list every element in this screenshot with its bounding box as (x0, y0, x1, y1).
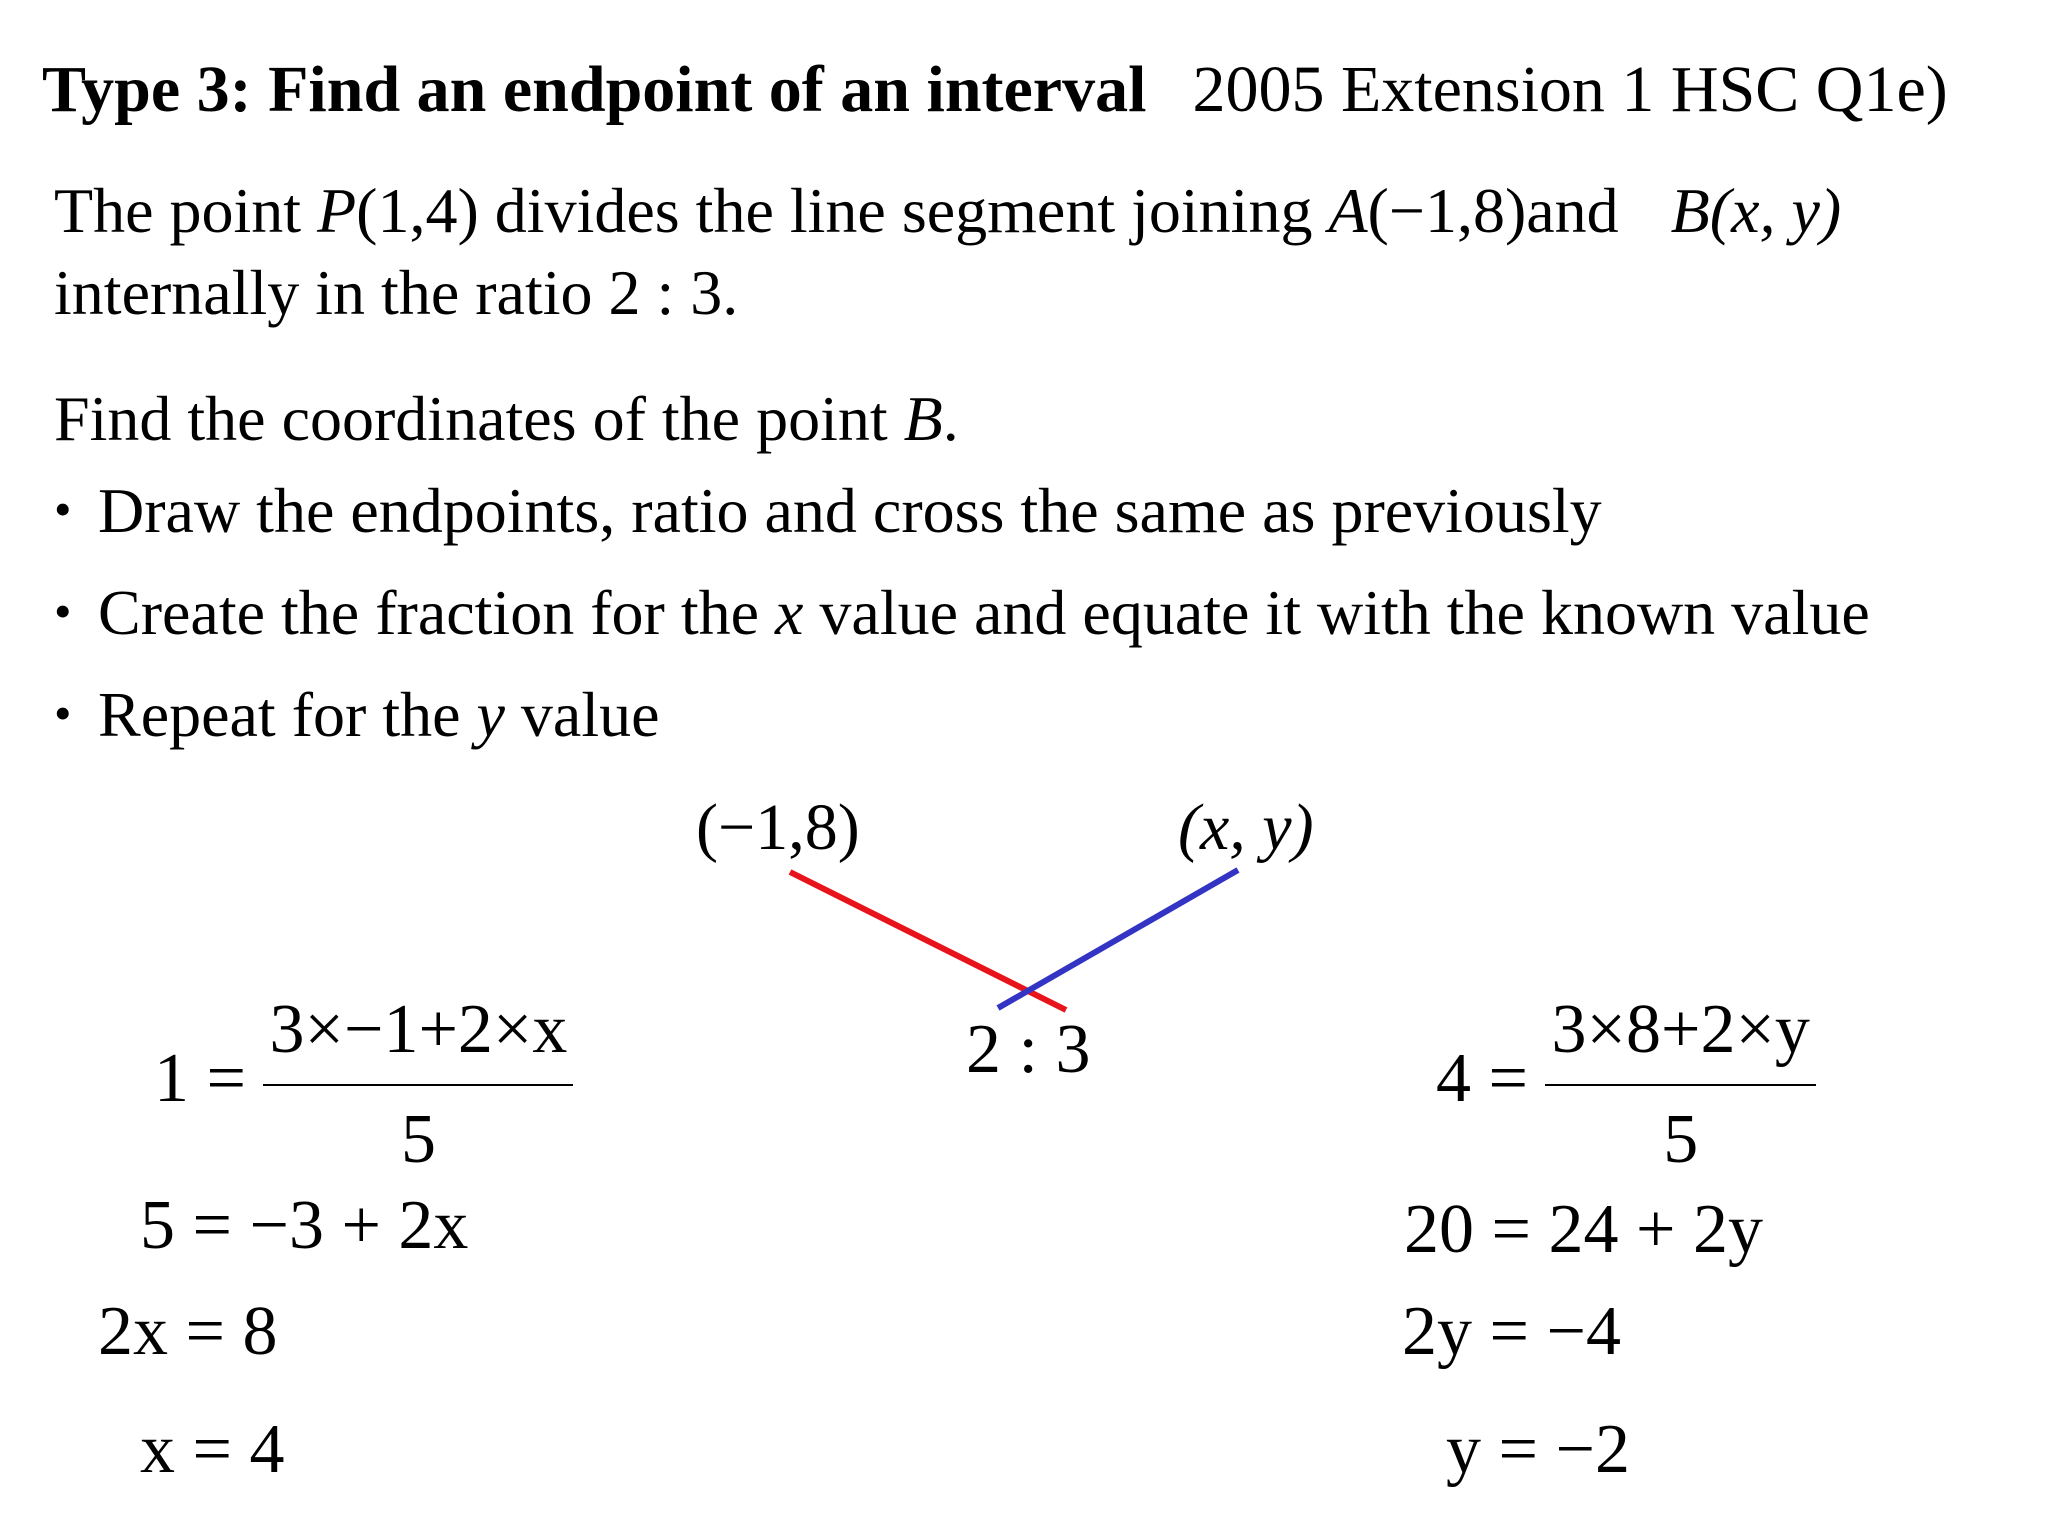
left-lhs: 1 = (154, 1040, 246, 1118)
right-step-3: y = −2 (1446, 1411, 1630, 1488)
problem-line-2: internally in the ratio 2 : 3. (54, 257, 739, 328)
bullet-icon: • (54, 481, 72, 537)
title-reference: 2005 Extension 1 HSC Q1e) (1192, 53, 1948, 126)
problem-text-3: and (1526, 175, 1635, 246)
left-numerator: 3×−1+2×x (263, 990, 573, 1086)
right-denominator: 5 (1663, 1101, 1699, 1178)
left-fraction-equation (154, 990, 573, 1180)
right-lhs: 4 = (1436, 1040, 1528, 1118)
right-fraction-equation (1436, 990, 1816, 1180)
point-a-name: A (1328, 175, 1368, 246)
right-step-1: 20 = 24 + 2y (1404, 1191, 1763, 1268)
left-step-1: 5 = −3 + 2x (140, 1187, 469, 1264)
bullet-var: y (476, 679, 505, 750)
point-a-coords: (−1,8) (1367, 175, 1527, 246)
diagram-left-point: (−1,8) (696, 791, 860, 864)
bullet-text-post: value and equate it with the known value (803, 577, 1870, 648)
blue-cross-line (998, 870, 1238, 1008)
bullet-icon: • (54, 583, 72, 639)
left-denominator: 5 (400, 1101, 436, 1178)
bullet-text: Create the fraction for the (98, 577, 775, 648)
bullet-text: Repeat for the (98, 679, 477, 750)
question-text: Find the coordinates of the point (54, 383, 904, 454)
left-fraction (263, 990, 573, 1180)
right-numerator: 3×8+2×y (1545, 990, 1815, 1086)
question-end: . (942, 383, 959, 454)
bullet-var: x (775, 577, 804, 648)
title-heading: Type 3: Find an endpoint of an interval (42, 53, 1147, 126)
point-p-coords: (1,4) (356, 175, 479, 246)
right-fraction (1545, 990, 1815, 1180)
point-b-name: B (1670, 175, 1710, 246)
bullet-text-post: value (504, 679, 660, 750)
point-b-coords: (x, y) (1709, 175, 1842, 246)
left-step-2: 2x = 8 (98, 1293, 278, 1370)
problem-text-2: divides the line segment joining (478, 175, 1329, 246)
point-p-name: P (317, 175, 357, 246)
diagram-ratio: 2 : 3 (966, 1011, 1091, 1088)
diagram-right-point: (x, y) (1178, 791, 1314, 864)
bullet-text: Draw the endpoints, ratio and cross the same as previously (98, 475, 1602, 546)
right-step-2: 2y = −4 (1402, 1293, 1621, 1370)
question-var: B (903, 383, 943, 454)
left-step-3: x = 4 (140, 1411, 285, 1488)
problem-text-1: The point (54, 175, 318, 246)
bullet-icon: • (54, 685, 72, 741)
